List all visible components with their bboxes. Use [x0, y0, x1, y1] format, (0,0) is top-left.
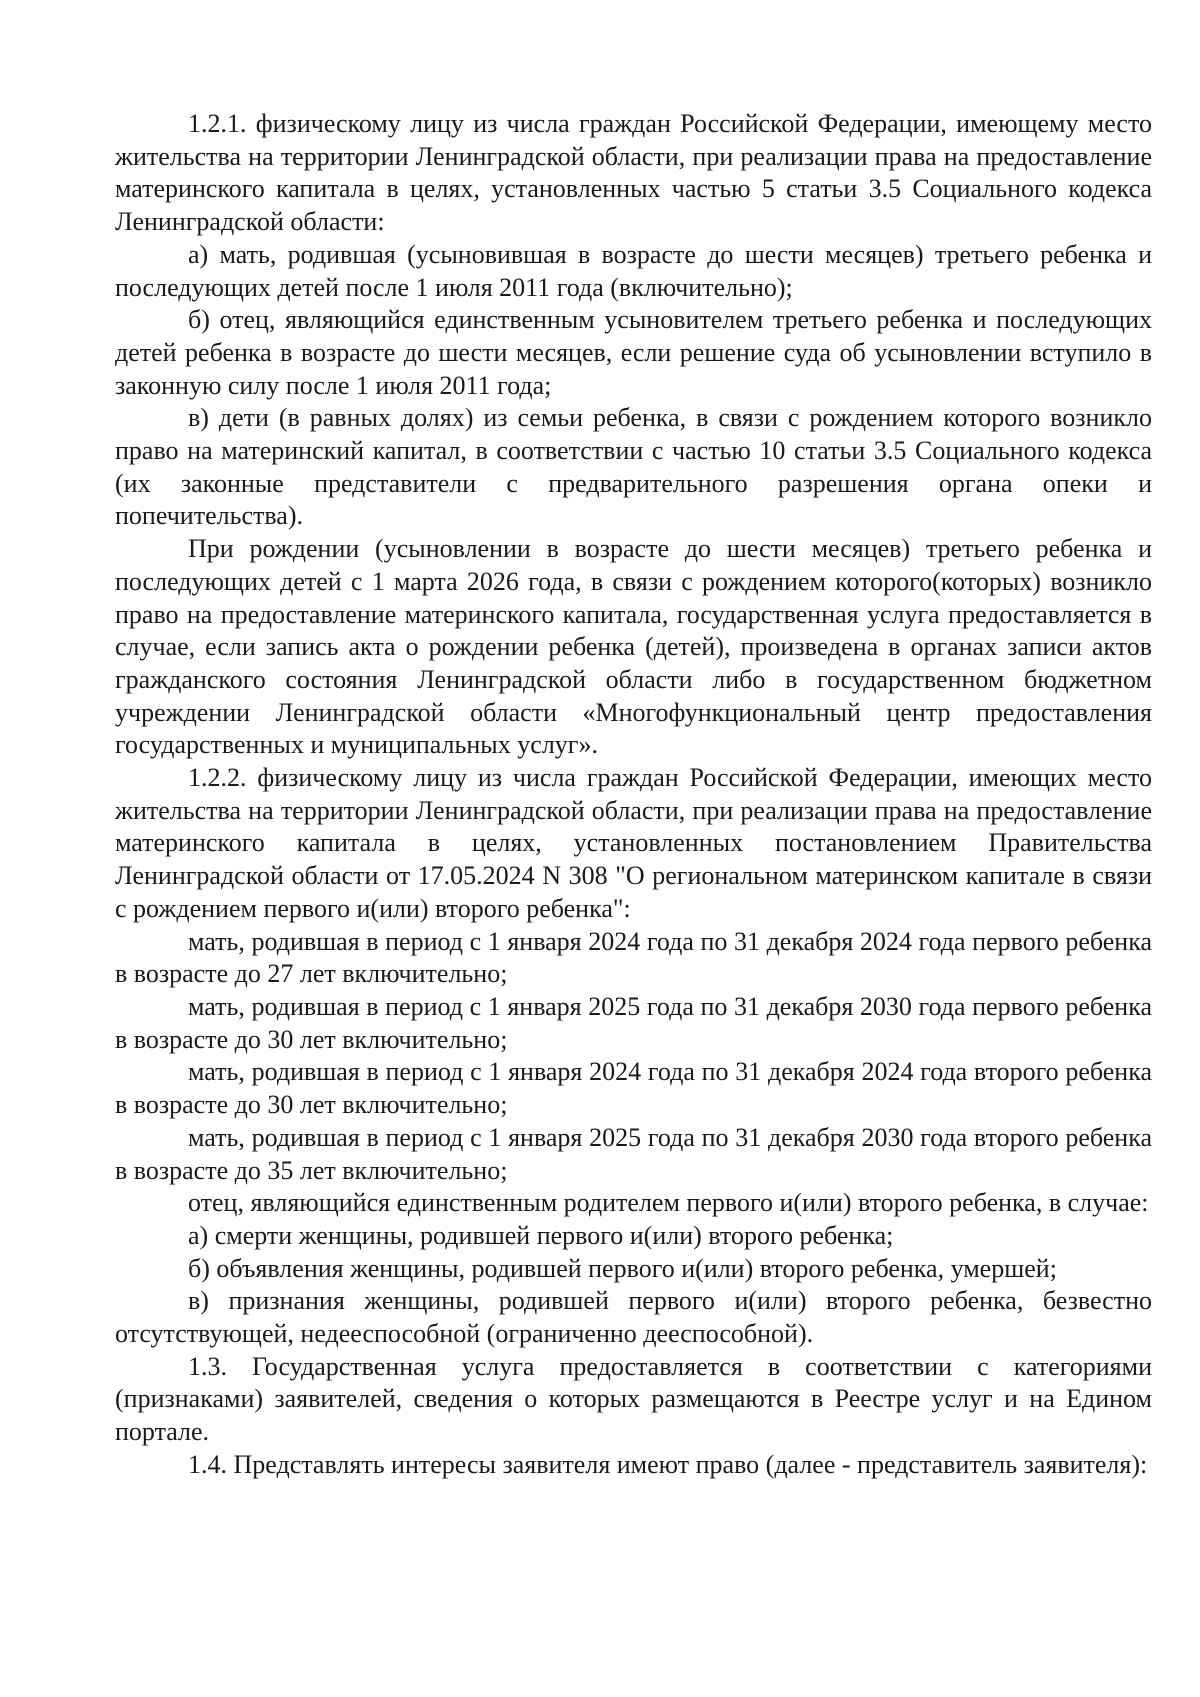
paragraph-birth-after-2026: При рождении (усыновлении в возрасте до шести месяцев) третьего ребенка и последующих детей с 1 марта 2026 года, в связи с рождением которого(которых) возникло право на предоставление материнского капитала, государственная услуга предоставляется в случае, если запись акта о рождении ребенка (детей), произведена в органах записи актов гражданского состояния Ленинградской области либо в государственном бюджетном учреждении Ленинградской области «Многофункциональный центр предоставления государственных и муниципальных услуг». — [115, 534, 1152, 760]
paragraph-item-b-father: б) отец, являющийся единственным усыновителем третьего ребенка и последующих детей ребенка в возрасте до шести месяцев, если решение суда об усыновлении вступило в законную силу после 1 июля 2011 года; — [115, 305, 1152, 400]
paragraph-1-2-1: 1.2.1. физическому лицу из числа граждан Российской Федерации, имеющему место жительства на территории Ленинградской области, при реализации права на предоставление материнского капитала в целях, установленных частью 5 статьи 3.5 Социального кодекса Ленинградской области: — [115, 109, 1152, 237]
paragraph-item-v-children: в) дети (в равных долях) из семьи ребенка, в связи с рождением которого возникло право на материнский капитал, в соответствии с частью 10 статьи 3.5 Социального кодекса (их законные представители с предварительного разрешения органа опеки и попечительства). — [115, 403, 1152, 531]
paragraph-mother-second-2025: мать, родившая в период с 1 января 2025 года по 31 декабря 2030 года второго ребенка в возрасте до 35 лет включительно; — [115, 1122, 1152, 1185]
document-page — [115, 108, 1152, 1482]
paragraph-1-2-2: 1.2.2. физическому лицу из числа граждан Российской Федерации, имеющих место жительства на территории Ленинградской области, при реализации права на предоставление материнского капитала в целях, установленных постановлением Правительства Ленинградской области от 17.05.2024 N 308 "О региональном материнском капитале в связи с рождением первого и(или) второго ребенка": — [115, 763, 1152, 923]
paragraph-1-3: 1.3. Государственная услуга предоставляется в соответствии с категориями (признаками) заявителей, сведения о которых размещаются в Реестре услуг и на Едином портале. — [115, 1351, 1152, 1447]
paragraph-mother-first-2025: мать, родившая в период с 1 января 2025 года по 31 декабря 2030 года первого ребенка в возрасте до 30 лет включительно; — [115, 991, 1152, 1054]
paragraph-case-a-death: а) смерти женщины, родившей первого и(или) второго ребенка; — [188, 1220, 894, 1250]
paragraph-item-a-mother: а) мать, родившая (усыновившая в возрасте до шести месяцев) третьего ребенка и последующих детей после 1 июля 2011 года (включительно); — [115, 239, 1152, 302]
paragraph-mother-first-2024: мать, родившая в период с 1 января 2024 года по 31 декабря 2024 года первого ребенка в возрасте до 27 лет включительно; — [115, 926, 1152, 989]
paragraph-father-single-parent: отец, являющийся единственным родителем первого и(или) второго ребенка, в случае: — [188, 1188, 1149, 1218]
paragraph-1-4: 1.4. Представлять интересы заявителя имеют право (далее - представитель заявителя): — [188, 1449, 1148, 1479]
paragraph-case-v-missing: в) признания женщины, родившей первого и(или) второго ребенка, безвестно отсутствующей, недееспособной (ограниченно дееспособной). — [115, 1286, 1152, 1349]
paragraph-mother-second-2024: мать, родившая в период с 1 января 2024 года по 31 декабря 2024 года второго ребенка в возрасте до 30 лет включительно; — [115, 1057, 1152, 1120]
paragraph-case-b-declared-dead: б) объявления женщины, родившей первого и(или) второго ребенка, умершей; — [188, 1253, 1057, 1283]
